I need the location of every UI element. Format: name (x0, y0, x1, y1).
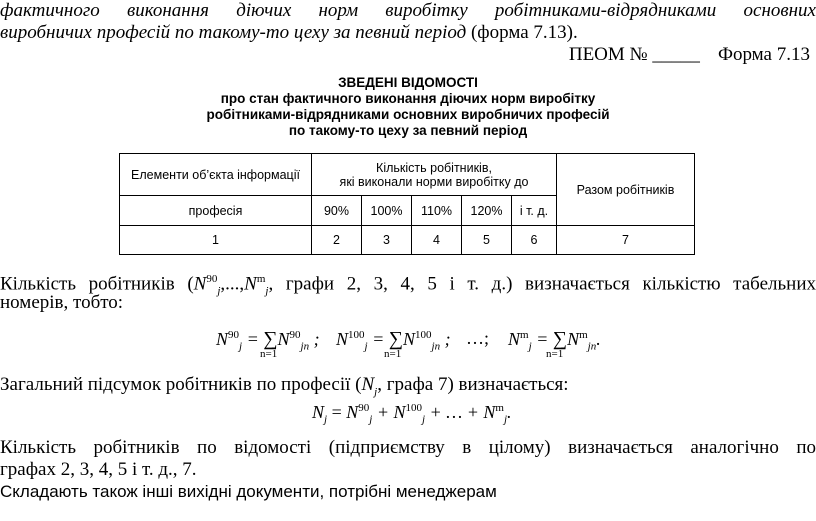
paragraph-1-line-1: Кількість робітників ($N^{90}_j,...,N^m_j$, графи 2, 3, 4, 5 і т. д.) визначається кількістю табельних (0, 273, 816, 298)
intro-line-1: фактичного виконання діючих норм виробітку робітниками-відрядниками основних (0, 0, 816, 21)
formula-sum-m: $N^m_j = \sum N^m_{jn}$. n=1 (508, 328, 601, 360)
header-total: Разом робітників (557, 154, 695, 226)
col-num-4: 4 (412, 226, 462, 255)
cell-100: 100% (362, 196, 412, 226)
intro-tail: (форма 7.13). (466, 22, 578, 43)
form-table (119, 153, 695, 255)
formula-dots: …; (466, 328, 490, 348)
col-num-2: 2 (312, 226, 362, 255)
col-num-1: 1 (120, 226, 312, 255)
intro-italic: виробничих професій по такому-то цеху за певний період (0, 22, 467, 43)
doc-title-1: ЗВЕДЕНІ ВІДОМОСТІ (338, 75, 478, 90)
doc-title-3: робітниками-відрядниками основних виробничих професій (206, 107, 610, 122)
header-count: Кількість робітників, які виконали норми виробітку до (312, 154, 557, 196)
paragraph-3-line-1: Кількість робітників по відомості (підприємству в цілому) визначається аналогічно по (0, 437, 816, 458)
cell-110: 110% (412, 196, 462, 226)
cell-120: 120% (462, 196, 512, 226)
formula-total: $N_j = N^{90}_j + N^{100}_j$ + … + $N^m_j$. (312, 402, 512, 426)
col-num-7: 7 (557, 226, 695, 255)
cell-etc: і т. д. (512, 196, 557, 226)
peom-number: ПЕОМ № _____ (568, 44, 700, 65)
cell-90: 90% (312, 196, 362, 226)
doc-title-4: по такому-то цеху за певний період (288, 123, 528, 138)
intro-line-2 (0, 22, 816, 44)
paragraph-1-line-2: номерів, тобто: (0, 292, 124, 313)
formula-sum-100: $N^{100}_j = \sum N^{100}_{jn}$ ; n=1 (336, 328, 451, 360)
header-elements: Елементи об’єкта інформації (120, 154, 312, 196)
paragraph-2: Загальний підсумок робітників по професії ($N_j$, графа 7) визначається: (0, 374, 569, 398)
form-line (569, 44, 810, 66)
closing-line: Складають також інші вихідні документи, потрібні менеджерам (0, 482, 497, 501)
form-number: Форма 7.13 (717, 44, 810, 65)
paragraph-3-line-2: графах 2, 3, 4, 5 і т. д., 7. (0, 459, 197, 480)
doc-title-2: про стан фактичного виконання діючих норм виробітку (220, 91, 596, 106)
cell-profession: професія (120, 196, 312, 226)
col-num-5: 5 (462, 226, 512, 255)
col-num-3: 3 (362, 226, 412, 255)
col-num-6: 6 (512, 226, 557, 255)
formula-sum-90: $N^{90}_j = \sum N^{90}_{jn}$ ; n=1 (216, 328, 320, 360)
